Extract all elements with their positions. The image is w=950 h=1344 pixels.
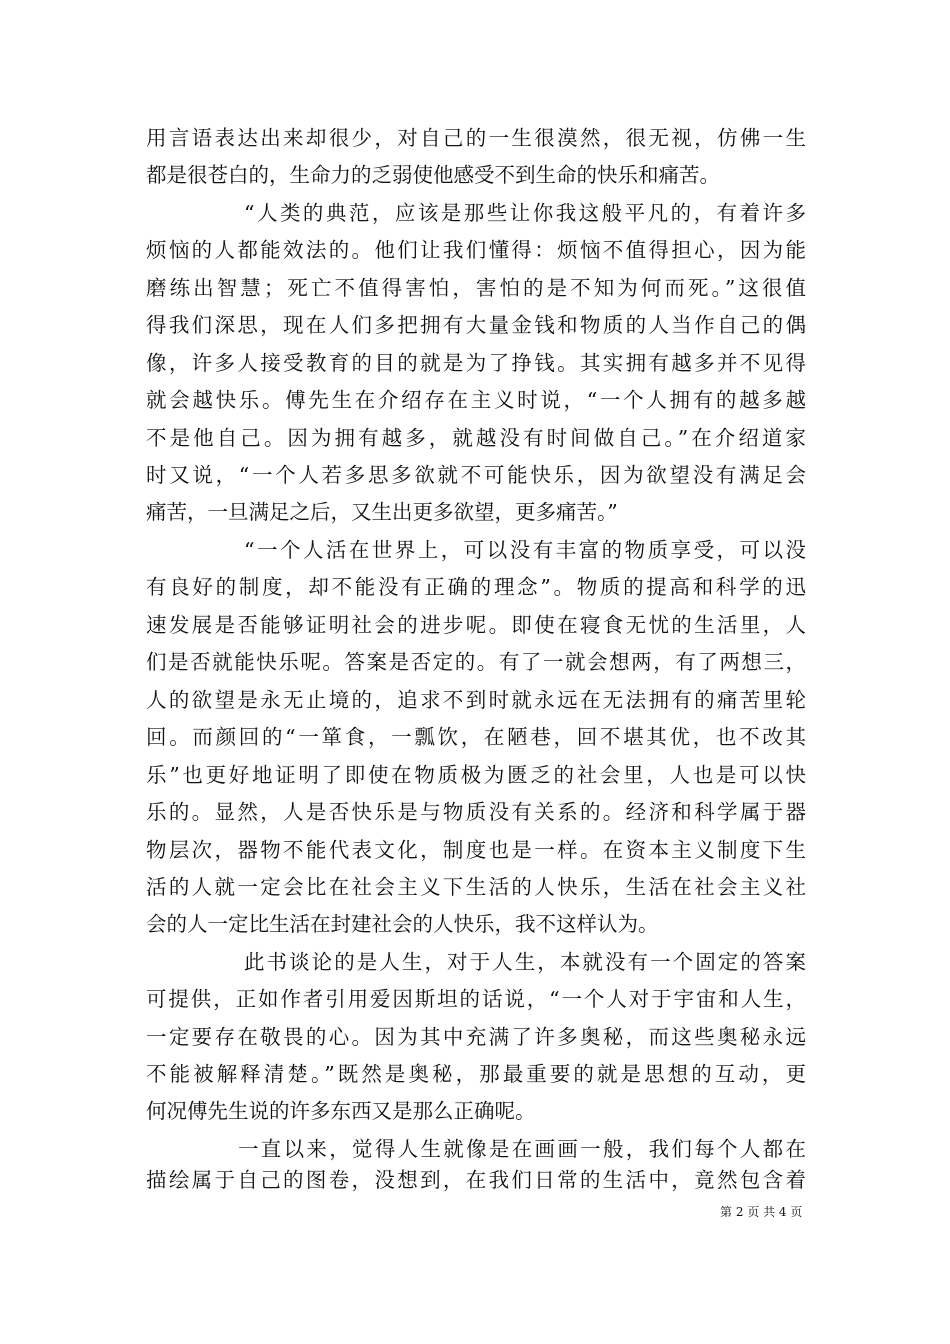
body-text-line: 乐”也更好地证明了即使在物质极为匮乏的社会里，人也是可以快 [146,763,806,787]
body-text-line: 一定要存在敬畏的心。因为其中充满了许多奥秘，而这些奥秘永远 [146,1025,806,1049]
body-text-line: 乐的。显然，人是否快乐是与物质没有关系的。经济和科学属于器 [146,800,806,824]
body-text-line: 回。而颜回的“一箪食，一瓢饮，在陋巷，回不堪其优，也不改其 [146,725,806,749]
body-text-line: 们是否就能快乐呢。答案是否定的。有了一就会想两，有了两想三， [146,650,806,674]
body-text-line: 不能被解释清楚。”既然是奥秘，那最重要的就是思想的互动，更 [146,1062,806,1086]
body-text-line: 得我们深思，现在人们多把拥有大量金钱和物质的人当作自己的偶 [146,313,806,337]
body-text-line: 有良好的制度，却不能没有正确的理念”。物质的提高和科学的迅 [146,575,806,599]
body-text-line: 速发展是否能够证明社会的进步呢。即使在寝食无忧的生活里，人 [146,613,806,637]
body-text-line: 烦恼的人都能效法的。他们让我们懂得：烦恼不值得担心，因为能 [146,238,806,262]
page-number-footer: 第 2 页 共 4 页 [720,1205,803,1219]
body-text-line: 何况傅先生说的许多东西又是那么正确呢。 [146,1099,536,1123]
paragraph-first-line: “一个人活在世界上，可以没有丰富的物质享受，可以没 [244,538,806,562]
body-text-line: 不是他自己。因为拥有越多，就越没有时间做自己。”在介绍道家 [146,426,806,450]
body-text-line: 用言语表达出来却很少，对自己的一生很漠然，很无视，仿佛一生 [146,126,806,150]
body-text-line: 会的人一定比生活在封建社会的人快乐，我不这样认为。 [146,912,659,936]
body-text-line: 活的人就一定会比在社会主义下生活的人快乐，生活在社会主义社 [146,875,806,899]
body-text-line: 像，许多人接受教育的目的就是为了挣钱。其实拥有越多并不见得 [146,351,806,375]
paragraph-first-line: “人类的典范，应该是那些让你我这般平凡的，有着许多 [244,201,806,225]
body-text-line: 人的欲望是永无止境的，追求不到时就永远在无法拥有的痛苦里轮 [146,688,806,712]
body-text-line: 磨练出智慧；死亡不值得害怕，害怕的是不知为何而死。”这很值 [146,276,806,300]
paragraph-first-line: 此书谈论的是人生，对于人生，本就没有一个固定的答案 [244,950,806,974]
body-text-line: 痛苦，一旦满足之后，又生出更多欲望，更多痛苦。” [146,500,618,524]
body-text-line: 物层次，器物不能代表文化，制度也是一样。在资本主义制度下生 [146,838,806,862]
body-text-line: 描绘属于自己的图卷，没想到，在我们日常的生活中，竟然包含着 [146,1168,806,1192]
body-text-line: 可提供，正如作者引用爱因斯坦的话说，“一个人对于宇宙和人生， [146,987,806,1011]
body-text-line: 时又说，“一个人若多思多欲就不可能快乐，因为欲望没有满足会 [146,463,806,487]
body-text-line: 都是很苍白的，生命力的乏弱使他感受不到生命的快乐和痛苦。 [146,163,720,187]
paragraph-first-line: 一直以来，觉得人生就像是在画画一般，我们每个人都在 [238,1137,806,1161]
body-text-line: 就会越快乐。傅先生在介绍存在主义时说，“一个人拥有的越多越 [146,388,806,412]
